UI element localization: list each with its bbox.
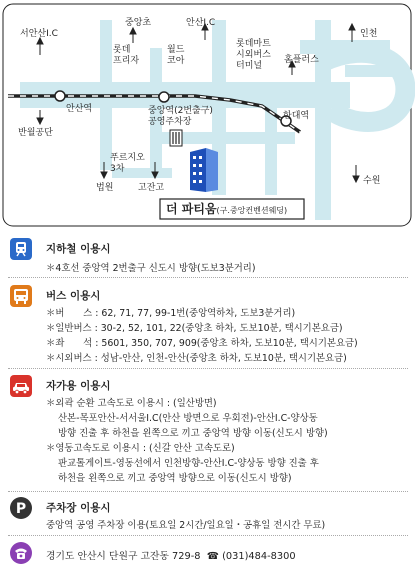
jungang-station-marker [159, 92, 169, 102]
divider [8, 368, 408, 369]
label-seoansan-ic [20, 27, 58, 39]
car-line-6: 하천을 왼쪽으로 끼고 중앙역 방향으로 이동(신도시 방향) [58, 473, 292, 484]
subway-title: 지하철 이용시 [46, 243, 111, 255]
venue-name: 더 파티움(구.중앙컨벤션웨딩) [166, 202, 288, 216]
parking-title: 주차장 이용시 [46, 502, 111, 514]
label-wold-corea [167, 43, 185, 66]
label-suwon [363, 174, 380, 186]
map-label-line: 시외버스 [236, 50, 271, 60]
car-line-5: 판교톨게이트-영동선에서 인천방향-안산I.C-양상동 방향 진출 후 [58, 458, 319, 469]
bus-line-2: ＊일반버스 : 30-2, 52, 101, 22(중앙초 하차, 도보10분, 택시기본요금) [46, 323, 343, 334]
map-label-line: 법원 [96, 183, 114, 193]
map-label-line: 고잔고 [138, 183, 165, 193]
map-label-line: 프리자 [113, 56, 140, 66]
map-label-line: 공영주차장 [148, 117, 192, 127]
venue-building-icon [190, 148, 218, 192]
bus-line-4: ＊시외버스 : 성남-안산, 인천-안산(중앙초 하차, 도보10분, 택시기본요금) [46, 353, 347, 364]
subway-line-1: ＊4호선 중앙역 2번출구 신도시 방향(도보3분거리) [46, 263, 256, 274]
bus-section [0, 285, 415, 367]
label-ansan-station [66, 102, 92, 114]
car-title: 자가용 이용시 [46, 380, 111, 392]
contact-line [46, 548, 296, 562]
label-homeplus [284, 53, 319, 65]
ansan-station-marker [55, 91, 65, 101]
parking-section [0, 497, 415, 535]
location-map [0, 0, 415, 230]
divider [8, 491, 408, 492]
car-line-1: ＊외곽 순환 고속도로 이용시 : (일산방면) [46, 398, 217, 409]
car-section [0, 375, 415, 490]
map-label-line: 롯데 [113, 45, 131, 55]
contact-section [0, 541, 415, 567]
car-line-2: 산본-목포안산-서서울I.C(안산 방면으로 우회전)-안산I.C-양상동 [58, 413, 318, 424]
map-label-line: 터미널 [236, 61, 263, 71]
label-jungangcho [125, 16, 151, 28]
car-icon [10, 375, 32, 397]
map-label-line: 3차 [110, 164, 125, 174]
divider [8, 277, 408, 278]
map-label-line: 홈플러스 [284, 55, 319, 65]
phone-number[interactable]: (031)484-8300 [222, 551, 296, 562]
map-label-line: 안산I.C [186, 18, 216, 28]
map-label-line: 한대역 [283, 111, 310, 121]
address: 경기도 안산시 단원구 고잔동 729-8 [46, 551, 201, 562]
label-court [96, 181, 113, 193]
map-label-line: 월드 [167, 45, 185, 55]
label-ansan-ic [186, 16, 215, 28]
map-label-line: 인천 [360, 29, 378, 39]
parking-line-1: 중앙역 공영 주차장 이용(토요일 2시간/일요일・공휴일 전시간 무료) [46, 520, 326, 531]
map-label-line: 중앙역(2번출구) [148, 106, 213, 116]
map-label-line: 반월공단 [18, 128, 53, 138]
bus-icon [10, 285, 32, 307]
map-label-line: 안산역 [66, 104, 93, 114]
label-jansan-high [138, 181, 164, 193]
map-label-line: 수원 [363, 176, 381, 186]
phone-icon [10, 542, 32, 564]
parking-icon [10, 497, 32, 519]
phone-glyph-icon: ☎ [206, 551, 219, 562]
label-banwol [18, 126, 53, 138]
bus-line-3: ＊좌 석 : 5601, 350, 707, 909(중앙초 하차, 도보10분, 택시기본요금) [46, 338, 358, 349]
car-line-3: 방향 진출 후 하천을 왼쪽으로 끼고 중앙역 방향 이동(신도시 방향) [58, 428, 328, 439]
label-handae-station [283, 109, 309, 121]
map-label-line: 중앙초 [125, 18, 152, 28]
parking-lot-icon [170, 130, 182, 146]
divider [8, 535, 408, 536]
subway-icon [10, 238, 32, 260]
map-label-line: 롯데마트 [236, 39, 271, 49]
map-label-line: 서안산I.C [20, 29, 58, 39]
subway-section [0, 238, 415, 278]
map-label-line: 코아 [167, 56, 185, 66]
svg-text:P: P [15, 501, 27, 517]
car-line-4: ＊영동고속도로 이용시 : (신갈 안산 고속도로) [46, 443, 235, 454]
map-label-line: 푸르지오 [110, 153, 145, 163]
bus-line-1: ＊버 스 : 62, 71, 77, 99-1번(중앙역하차, 도보3분거리) [46, 308, 296, 319]
label-incheon [360, 27, 377, 39]
bus-title: 버스 이용시 [46, 290, 101, 302]
